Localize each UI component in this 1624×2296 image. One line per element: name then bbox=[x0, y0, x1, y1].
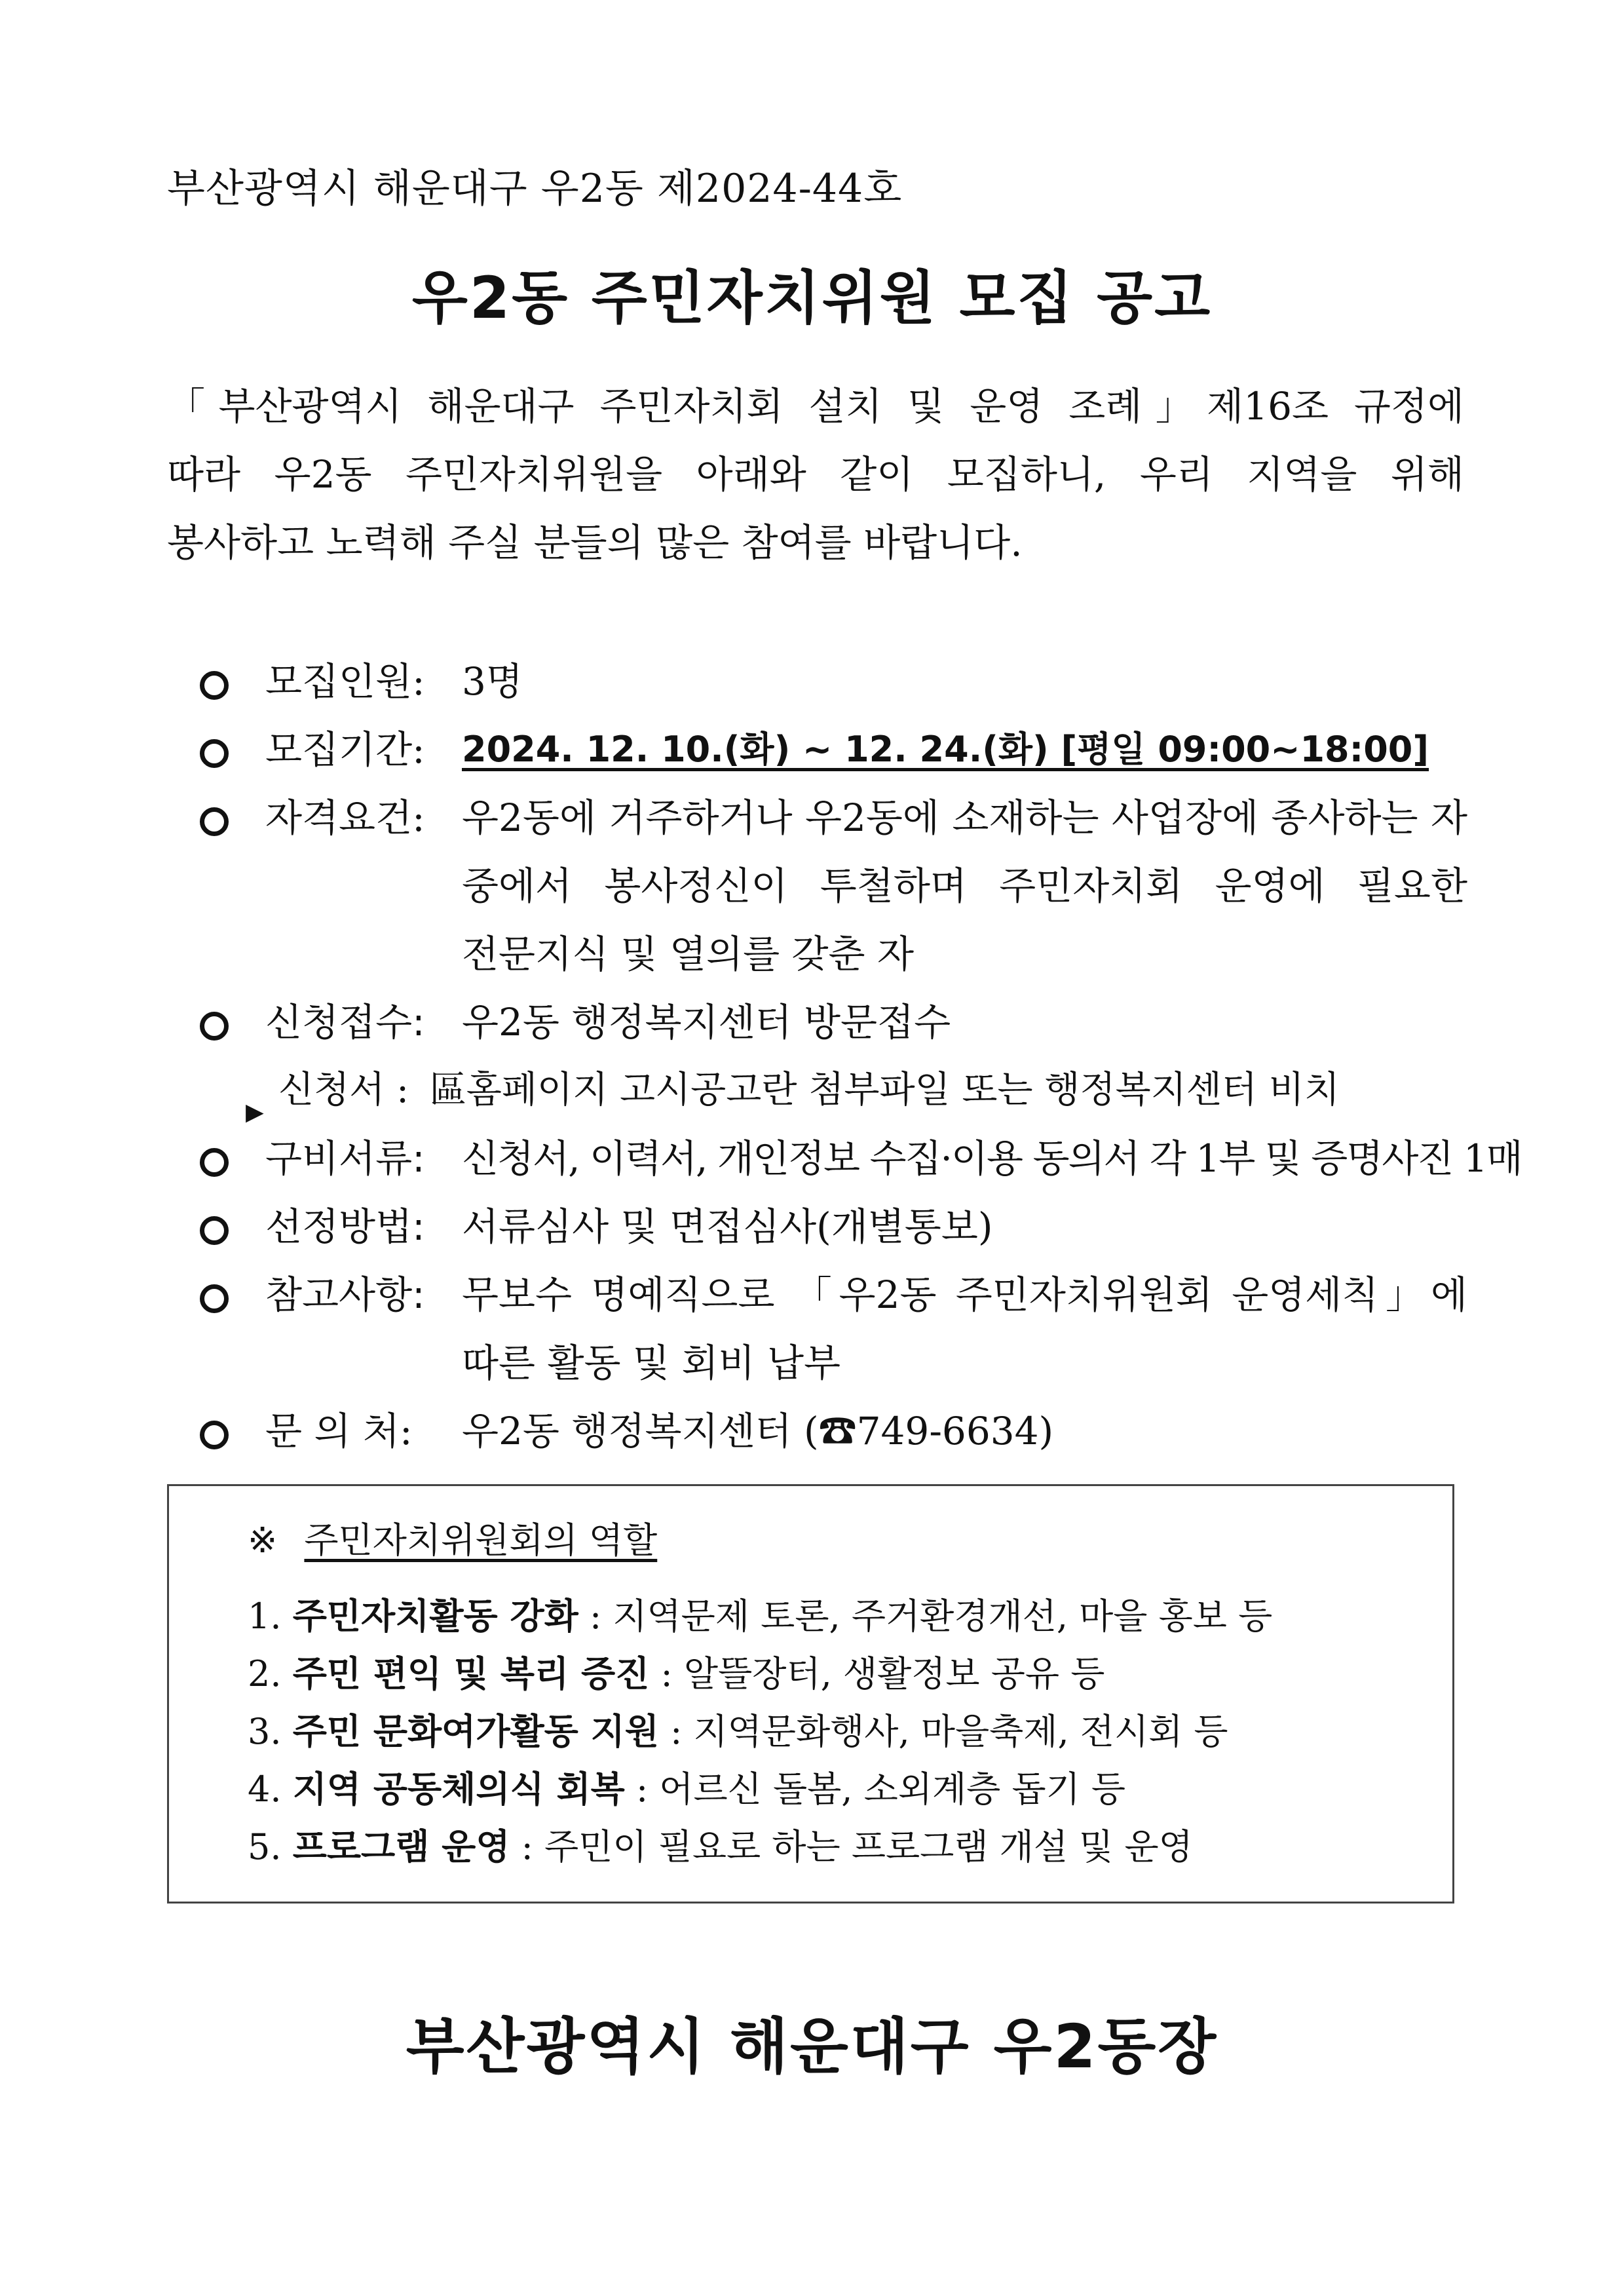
role-title: 주민 문화여가활동 지원 bbox=[292, 1711, 659, 1752]
role-description: : 지역문화행사, 마을축제, 전시회 등 bbox=[658, 1711, 1228, 1752]
role-number: 1. bbox=[248, 1596, 282, 1637]
issuer-signature: 부산광역시 해운대구 우2동장 bbox=[406, 2012, 1218, 2082]
role-number: 5. bbox=[248, 1826, 282, 1867]
role-title: 프로그램 운영 bbox=[292, 1826, 510, 1867]
item-label: 모집기간: bbox=[265, 727, 425, 772]
item-value: 2024. 12. 10.(화) ~ 12. 24.(화) [평일 09:00~18:00] bbox=[462, 729, 1429, 770]
role-number: 2. bbox=[248, 1653, 282, 1694]
list-item bbox=[248, 1761, 1427, 1818]
intro-line: 봉사하고 노력해 주실 분들의 많은 참여를 바랍니다. bbox=[167, 520, 1023, 565]
item-value-line: 중에서 봉사정신이 투철하며 주민자치회 운영에 필요한 bbox=[462, 864, 1467, 908]
item-recruit-period bbox=[200, 716, 1467, 784]
list-item bbox=[248, 1703, 1427, 1761]
item-label: 구비서류: bbox=[265, 1136, 425, 1181]
role-title: 지역 공동체의식 회복 bbox=[292, 1769, 625, 1810]
item-qualification bbox=[200, 784, 1467, 988]
circle-bullet-icon bbox=[200, 1148, 229, 1177]
item-application bbox=[200, 988, 1467, 1056]
page-title: 우2동 주민자치위원 모집 공고 bbox=[411, 264, 1213, 332]
item-recruit-count bbox=[200, 647, 1467, 716]
role-description: : 알뜰장터, 생활정보 공유 등 bbox=[649, 1653, 1105, 1694]
circle-bullet-icon bbox=[200, 671, 229, 700]
role-number: 4. bbox=[248, 1769, 282, 1810]
item-value: 區홈페이지 고시공고란 첨부파일 또는 행정복지센터 비치 bbox=[429, 1069, 1340, 1111]
item-label: 신청접수: bbox=[265, 1000, 425, 1044]
item-value: 신청서, 이력서, 개인정보 수집·이용 동의서 각 1부 및 증명사진 1매 bbox=[462, 1136, 1522, 1181]
reference-mark-icon: ※ bbox=[248, 1520, 278, 1561]
item-label: 자격요건: bbox=[265, 795, 425, 840]
item-value-line: 무보수 명예직으로 「우2동 주민자치위원회 운영세칙」에 bbox=[462, 1272, 1467, 1317]
list-item bbox=[248, 1588, 1427, 1645]
item-label: 문 의 처: bbox=[265, 1409, 413, 1453]
item-value-line: 우2동에 거주하거나 우2동에 소재하는 사업장에 종사하는 자 bbox=[462, 795, 1467, 840]
item-documents bbox=[200, 1124, 1522, 1193]
roles-heading-text: 주민자치위원회의 역할 bbox=[304, 1520, 658, 1561]
item-application-form bbox=[200, 1056, 1467, 1124]
roles-box bbox=[167, 1484, 1454, 1904]
roles-list bbox=[248, 1588, 1427, 1876]
item-label: 선정방법: bbox=[265, 1204, 425, 1249]
circle-bullet-icon bbox=[200, 807, 229, 836]
triangle-bullet-icon: ▶ bbox=[246, 1099, 264, 1126]
circle-bullet-icon bbox=[200, 739, 229, 768]
item-selection bbox=[200, 1193, 1467, 1261]
item-value-line: 따른 활동 및 회비 납부 bbox=[462, 1341, 840, 1385]
circle-bullet-icon bbox=[200, 1216, 229, 1245]
item-label: 신청서 : bbox=[278, 1069, 409, 1111]
role-description: : 어르신 돌봄, 소외계층 돕기 등 bbox=[624, 1769, 1126, 1810]
role-number: 3. bbox=[248, 1711, 282, 1752]
role-title: 주민 편익 및 복리 증진 bbox=[292, 1653, 650, 1694]
list-item bbox=[248, 1645, 1427, 1703]
role-title: 주민자치활동 강화 bbox=[292, 1596, 578, 1637]
intro-line: 따라 우2동 주민자치위원을 아래와 같이 모집하니, 우리 지역을 위해 bbox=[167, 452, 1464, 497]
role-description: : 지역문제 토론, 주거환경개선, 마을 홍보 등 bbox=[578, 1596, 1273, 1637]
item-value bbox=[462, 784, 1467, 988]
notice-number: 부산광역시 해운대구 우2동 제2024-44호 bbox=[167, 166, 903, 212]
item-value: 우2동 행정복지센터 (☎749-6634) bbox=[462, 1409, 1054, 1453]
item-contact bbox=[200, 1397, 1467, 1465]
item-value: 우2동 행정복지센터 방문접수 bbox=[462, 1000, 951, 1044]
intro-line: 「부산광역시 해운대구 주민자치회 설치 및 운영 조례」제16조 규정에 bbox=[167, 384, 1464, 429]
notice-items bbox=[200, 647, 1522, 1465]
item-label: 참고사항: bbox=[265, 1272, 425, 1317]
circle-bullet-icon bbox=[200, 1421, 229, 1449]
roles-heading bbox=[248, 1512, 657, 1563]
role-description: : 주민이 필요로 하는 프로그램 개설 및 운영 bbox=[510, 1826, 1193, 1867]
item-label: 모집인원: bbox=[265, 659, 425, 704]
item-value: 3명 bbox=[462, 659, 523, 704]
item-notes bbox=[200, 1261, 1467, 1397]
circle-bullet-icon bbox=[200, 1012, 229, 1041]
item-value-line: 전문지식 및 열의를 갖춘 자 bbox=[462, 932, 915, 976]
item-value bbox=[462, 1261, 1467, 1397]
list-item bbox=[248, 1818, 1427, 1876]
circle-bullet-icon bbox=[200, 1284, 229, 1313]
item-value: 서류심사 및 면접심사(개별통보) bbox=[462, 1204, 993, 1249]
intro-paragraph bbox=[167, 372, 1464, 577]
